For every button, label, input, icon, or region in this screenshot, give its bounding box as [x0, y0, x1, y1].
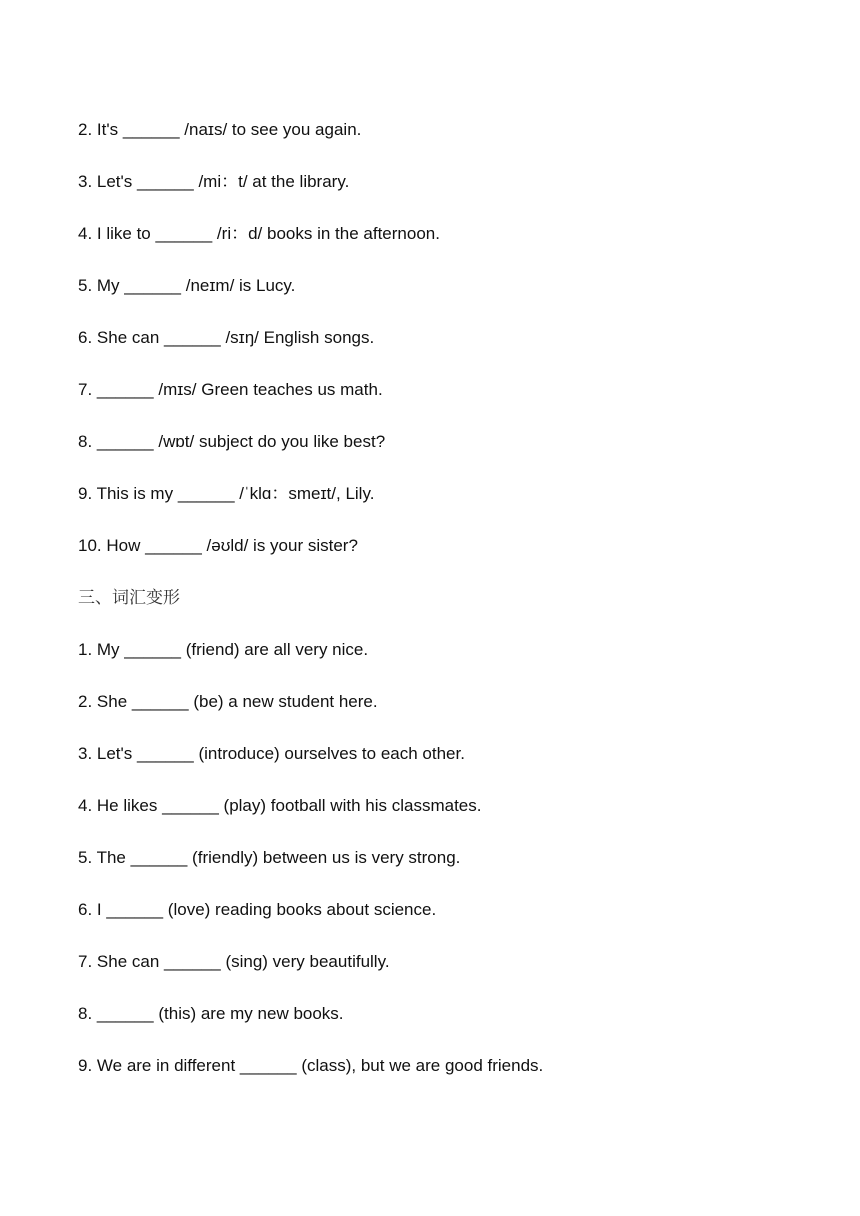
question-line: 1. My ______ (friend) are all very nice. — [78, 640, 369, 659]
question-line: 8. ______ (this) are my new books. — [78, 1004, 344, 1023]
question-line: 2. She ______ (be) a new student here. — [78, 692, 378, 711]
question-line: 7. ______ /mɪs/ Green teaches us math. — [78, 380, 383, 399]
question-line: 8. ______ /wɒt/ subject do you like best? — [78, 432, 386, 451]
question-line: 5. The ______ (friendly) between us is very strong. — [78, 848, 461, 867]
question-line: 4. I like to ______ /ri：d/ books in the afternoon. — [78, 224, 440, 243]
question-line: 6. I ______ (love) reading books about science. — [78, 900, 437, 919]
question-line: 7. She can ______ (sing) very beautifully. — [78, 952, 390, 971]
question-line: 5. My ______ /neɪm/ is Lucy. — [78, 276, 296, 295]
question-line: 4. He likes ______ (play) football with his classmates. — [78, 796, 482, 815]
worksheet-content — [78, 116, 818, 1104]
question-line: 10. How ______ /əʊld/ is your sister? — [78, 536, 358, 555]
section-heading: 三、词汇变形 — [78, 588, 180, 608]
question-line: 9. This is my ______ /ˈklɑ：smeɪt/, Lily. — [78, 484, 375, 503]
question-line: 2. It's ______ /naɪs/ to see you again. — [78, 120, 362, 139]
question-line: 6. She can ______ /sɪŋ/ English songs. — [78, 328, 375, 347]
question-line: 3. Let's ______ /mi：t/ at the library. — [78, 172, 350, 191]
question-line: 9. We are in different ______ (class), but we are good friends. — [78, 1056, 544, 1075]
question-line: 3. Let's ______ (introduce) ourselves to each other. — [78, 744, 465, 763]
